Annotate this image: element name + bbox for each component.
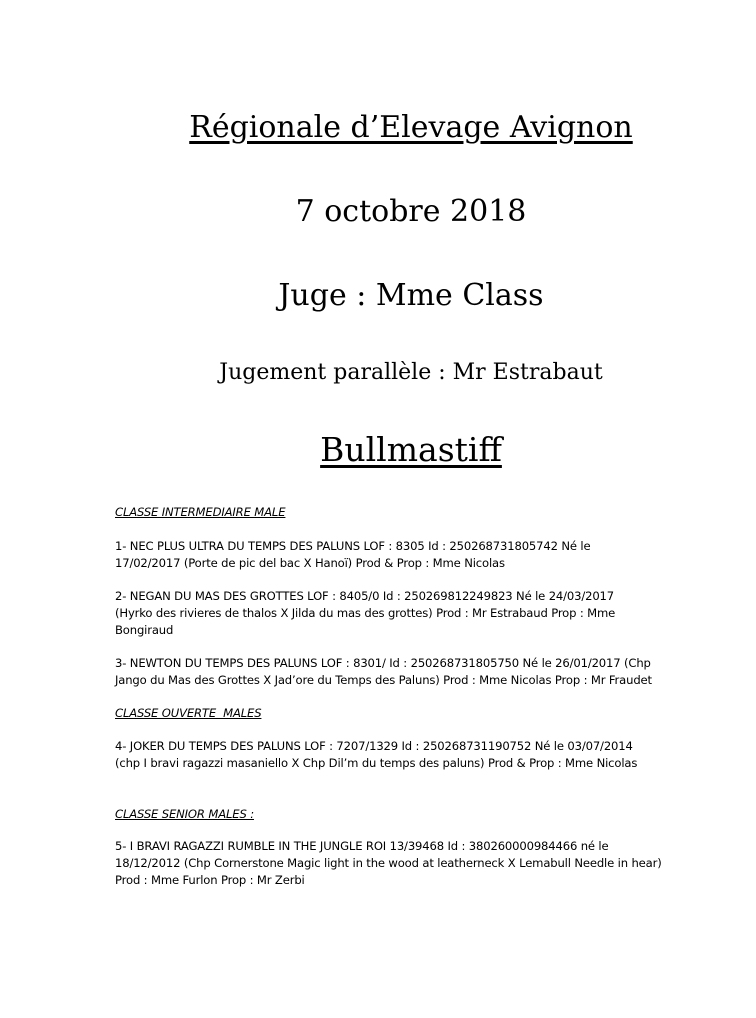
entry-5 [115,838,715,889]
entry-line: 18/12/2012 (Chp Cornerstone Magic light in the wood at leatherneck X Lemabull Needle in hear) [115,856,662,870]
entry-line: 5- I BRAVI RAGAZZI RUMBLE IN THE JUNGLE ROI 13/39468 Id : 380260000984466 né le [115,839,609,853]
entry-1 [115,538,715,572]
entry-line: Bongiraud [115,623,174,637]
entry-line: (Hyrko des rivieres de thalos X Jilda du mas des grottes) Prod : Mr Estrabaud Prop : Mme [115,606,616,620]
class-heading-senior [115,806,715,823]
breed-title: Bullmastiff [320,430,502,469]
entry-3 [115,655,715,689]
entry-line: Prod : Mme Furlon Prop : Mr Zerbi [115,873,305,887]
entry-line: 2- NEGAN DU MAS DES GROTTES LOF : 8405/0 Id : 250269812249823 Né le 24/03/2017 [115,589,615,603]
entry-2 [115,588,715,639]
class-heading-ouverte [115,705,715,722]
event-date: 7 octobre 2018 [295,194,527,229]
class-heading-intermediaire [115,504,715,521]
class-heading: CLASSE INTERMEDIAIRE MALE [115,505,286,519]
entry-4 [115,738,715,772]
parallel-judge: Jugement parallèle : Mr Estrabaut [219,360,603,385]
entry-line: 3- NEWTON DU TEMPS DES PALUNS LOF : 8301/ Id : 250268731805750 Né le 26/01/2017 (Chp [115,656,651,670]
class-heading: CLASSE OUVERTE MALES [115,706,262,720]
event-title: Régionale d’Elevage Avignon [189,110,633,145]
entry-line: 4- JOKER DU TEMPS DES PALUNS LOF : 7207/1329 Id : 250268731190752 Né le 03/07/2014 [115,739,633,753]
entry-line: 17/02/2017 (Porte de pic del bac X Hanoï) Prod & Prop : Mme Nicolas [115,556,505,570]
judge-name: Juge : Mme Class [278,278,544,313]
entry-line: (chp I bravi ragazzi masaniello X Chp Dil’m du temps des paluns) Prod & Prop : Mme Nicolas [115,756,638,770]
entry-line: Jango du Mas des Grottes X Jad’ore du Temps des Paluns) Prod : Mme Nicolas Prop : Mr Fraudet [115,673,652,687]
entry-line: 1- NEC PLUS ULTRA DU TEMPS DES PALUNS LOF : 8305 Id : 250268731805742 Né le [115,539,591,553]
class-heading: CLASSE SENIOR MALES : [115,807,254,821]
